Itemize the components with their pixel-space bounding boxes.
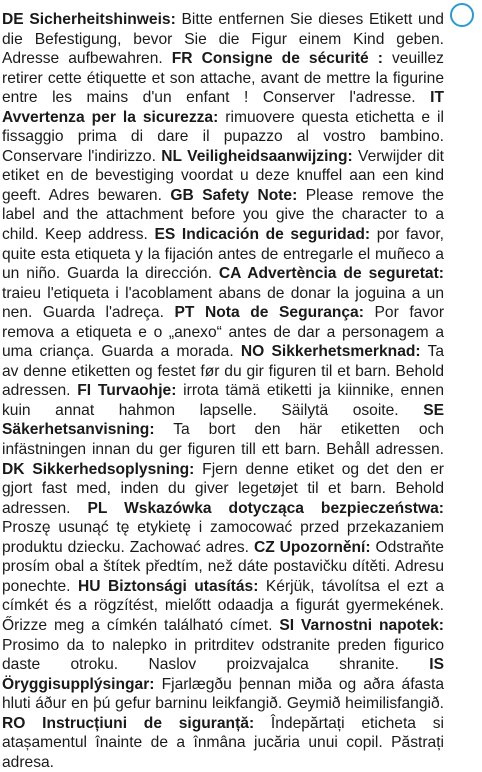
notice-heading-fr: FR Consigne de sécurité : [171,50,383,68]
hole-circle-icon [450,3,474,27]
notice-heading-fi: FI Turvaohje: [77,382,177,400]
notice-text-ca: traieu l'etiqueta i l'acoblament abans de donar la joguina a un nen. Guarda l'adreça. [2,284,444,322]
notice-heading-de: DE Sicherheitshinweis: [2,11,176,28]
notice-heading-gb: GB Safety Note: [170,186,298,204]
notice-heading-es: ES Indicación de seguridad: [154,226,371,244]
notice-text-se: Ta bort den här etiketten och infästningen innan du ger figuren till ett barn. Behåll adressen. [2,421,444,459]
notice-text-pt: Por favor remova a etiqueta e o „anexo“ antes de dar a personagem a uma criança. Guarda a morada. [2,304,445,361]
notice-text-de: Bitte entfernen Sie dieses Etikett und die Befestigung, bevor Sie die Figur einem Kind geben. Adresse aufbewahren. [2,11,444,68]
notice-heading-pl: PL Wskazówka dotycząca bezpieczeństwa: [87,499,444,517]
notice-heading-hu: HU Biztonsági utasítás: [77,577,259,595]
notice-text-fi: irrota tämä etiketti ja kiinnike, ennen kuin annat hahmon lapselle. Säilytä osoite. [2,382,444,419]
notice-text-dk: Fjern denne etiket og det den er gjort fast med, inden du giver legetøjet til et barn. Behold adressen. [2,460,444,517]
notice-text-ro: Îndepărtați eticheta si atașamentul înainte de a înmâna jucăria unui copil. Păstrați adresa. [2,714,444,771]
notice-heading-se: SE Säkerhetsanvisning: [2,401,444,439]
notice-text-gb: Please remove the label and the attachment before you give the character to a child. Keep address. [2,186,444,244]
notice-text-hu: Kérjük, távolítsa el ezt a címkét és a rögzítést, mielőtt odaadja a figurát gyermekének. Őrizze meg a címkén található címet. [2,577,445,634]
notice-heading-is: IS Öryggisupplýsingar: [2,656,444,693]
notice-heading-nl: NL Veiligheidsaanwijzing: [161,147,353,165]
notice-text-nl: Verwijder dit etiket en de bevestiging voordat u deze knuffel aan een kind geeft. Adres bewaren. [2,147,444,204]
notice-text-it: rimuovere questa etichetta e il fissaggio prima di dare il pupazzo al vostro bambino. Conservare l'indirizzo. [2,108,444,165]
notice-heading-cz: CZ Upozornění: [253,538,371,556]
notice-heading-pt: PT Nota de Segurança: [174,304,364,322]
notice-text-si: Prosimo da to nalepko in pritrditev odstranite preden figurico daste otroku. Naslov proizvajalca shranite. [2,636,444,674]
notice-text-pl: Proszę usunąć tę etykietę i zamocować przed przekazaniem produktu dziecku. Zachować adres. [2,519,444,556]
notice-heading-dk: DK Sikkerhedsoplysning: [2,460,195,478]
notice-text-es: por favor, quite esta etiqueta y la fijación antes de entregarle el muñeco a un niño. Guarda la dirección. [2,226,444,283]
notice-text-fr: veuillez retirer cette étiquette et son attache, avant de mettre la figurine entre les mains d'un enfant ! Conserver l'adresse. [2,50,444,107]
notice-heading-ro: RO Instrucțiuni de siguranță: [2,714,255,732]
notice-heading-no: NO Sikkerhetsmerknad: [240,343,421,361]
notice-heading-it: IT Avvertenza per la sicurezza: [2,89,444,126]
notice-heading-ca: CA Advertència de seguretat: [218,265,444,283]
notice-text-cz: Odstraňte prosím obal a štítek předtím, než dáte postavičku dítěti. Adresu ponechte. [2,538,444,595]
multilingual-safety-notice [2,10,444,772]
notice-text-no: Ta av denne etiketten og festet før du gir figuren til et barn. Behold adressen. [2,343,444,400]
notice-text-is: Fjarlægðu þennan miða og aðra áfasta hluti áður en þú gefur barninu leikfangið. Geymið heimilisfangið. [2,675,444,713]
notice-heading-si: SI Varnostni napotek: [279,616,444,634]
